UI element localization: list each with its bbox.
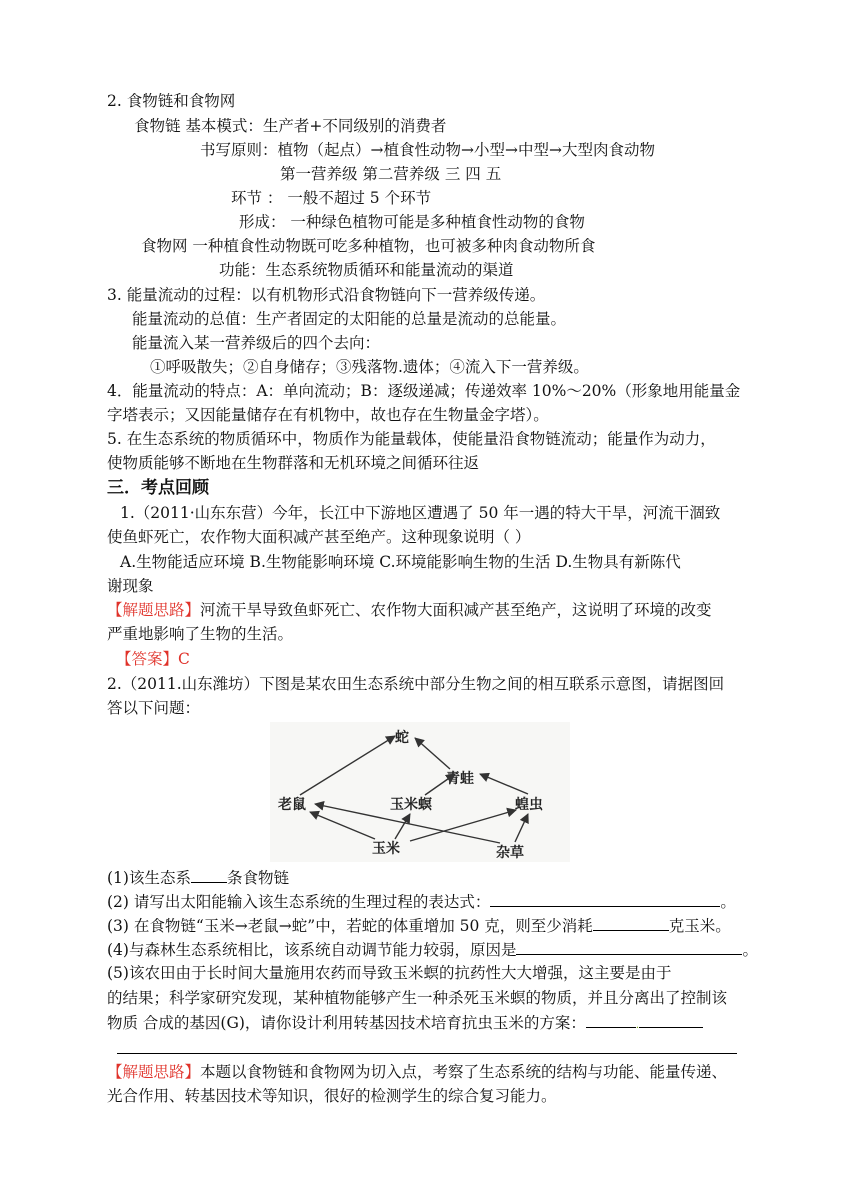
node-frog: 青蛙 <box>446 771 474 787</box>
arrow-weed-to-locust <box>515 814 528 842</box>
arrow-locust-to-frog <box>480 774 528 794</box>
green-dot: . <box>635 1020 640 1031</box>
section-3-line1: 3. 能量流动的过程：以有机物形式沿食物链向下一营养级传递。 <box>107 286 546 304</box>
node-corn-borer: 玉米螟 <box>390 797 432 813</box>
q2-part5-text: 物质 合成的基因(G)，请你设计利用转基因技术培育抗虫玉米的方案： <box>107 1014 586 1032</box>
answer-blank-5a[interactable] <box>586 1011 636 1028</box>
q2-part5-line1: (5)该农田由于长时间大量施用农药而导致玉米螟的抗药性大大增强，这主要是由于 <box>107 964 672 982</box>
q2-part4 <box>107 938 758 961</box>
q1-line2: 使鱼虾死亡，农作物大面积减产甚至绝产。这种现象说明（ ） <box>107 528 531 546</box>
section-3-line4: ①呼吸散失；②自身储存；③残落物.遗体；④流入下一营养级。 <box>150 358 589 376</box>
q2-analysis <box>107 1061 727 1083</box>
section-5-line1: 5. 在生态系统的物质循环中，物质作为能量载体，使能量沿食物链流动；能量作为动力， <box>107 430 716 448</box>
q1-analysis-line2: 严重地影响了生物的生活。 <box>107 625 294 643</box>
q2-part1 <box>107 866 289 889</box>
node-weed: 杂草 <box>496 845 524 861</box>
web-function: 功能：生态系统物质循环和能量流动的渠道 <box>219 261 514 279</box>
q2-part3-text-a: (3) 在食物链“玉米→老鼠→蛇”中，若蛇的体重增加 50 克，则至少消耗 <box>107 917 593 935</box>
q2-analysis-tag: 【解题思路】 <box>107 1063 201 1081</box>
arrow-corn-to-borer <box>395 814 410 839</box>
q1-options-line2: 谢现象 <box>107 577 154 595</box>
arrow-frog-to-snake <box>415 738 450 769</box>
trophic-levels: 第一营养级 第二营养级 三 四 五 <box>280 165 502 183</box>
arrow-mouse-to-snake <box>300 736 395 795</box>
node-snake: 蛇 <box>395 730 409 746</box>
node-corn: 玉米 <box>372 841 400 857</box>
node-locust: 蝗虫 <box>515 797 543 813</box>
answer-blank-2[interactable] <box>490 890 720 907</box>
answer-line[interactable] <box>117 1053 737 1054</box>
q2-part3 <box>107 914 731 937</box>
answer-value: C <box>178 650 190 668</box>
answer-blank-4[interactable] <box>516 938 742 955</box>
q2-part1-text-b: 条食物链 <box>226 869 289 887</box>
answer-blank-1[interactable] <box>191 866 227 883</box>
analysis-tag: 【解题思路】 <box>107 601 201 619</box>
q2-part2-end: 。 <box>720 893 736 911</box>
q2-part4-end: 。 <box>742 941 758 959</box>
review-heading: 三．考点回顾 <box>107 478 209 498</box>
section-3-line2: 能量流动的总值：生产者固定的太阳能的总量是流动的总能量。 <box>132 310 567 328</box>
section-3-line3: 能量流入某一营养级后的四个去向： <box>132 334 381 352</box>
q1-analysis-text: 河流干旱导致鱼虾死亡、农作物大面积减产甚至绝产，这说明了环境的改变 <box>200 601 712 619</box>
web-formation: 形成： 一种绿色植物可能是多种植食性动物的食物 <box>239 213 585 231</box>
q2-part5-line3 <box>107 1011 703 1037</box>
q2-part1-text-a: (1)该生态系 <box>107 869 191 887</box>
node-mouse: 老鼠 <box>278 797 306 813</box>
section-4-line2: 字塔表示；又因能量储存在有机物中，故也存在生物量金字塔）。 <box>107 406 549 424</box>
q2-part2 <box>107 890 736 913</box>
food-web-diagram <box>270 722 570 862</box>
q1-analysis <box>107 599 712 621</box>
q2-part2-text: (2) 请写出太阳能输入该生态系统的生理过程的表达式： <box>107 893 491 911</box>
writing-rule: 书写原则：植物（起点）→植食性动物→小型→中型→大型肉食动物 <box>200 141 655 159</box>
q2-part5-line2: 的结果；科学家研究发现，某种植物能够产生一种杀死玉米螟的物质，并且分离出了控制该 <box>107 989 728 1007</box>
q1-answer <box>116 648 190 670</box>
arrow-corn-to-mouse <box>310 812 375 839</box>
answer-blank-5b[interactable] <box>639 1011 703 1028</box>
q2-part4-text: (4)与森林生态系统相比，该系统自动调节能力较弱，原因是 <box>107 941 517 959</box>
q2-part3-text-b: 克玉米。 <box>668 917 731 935</box>
q2-analysis-text: 本题以食物链和食物网为切入点，考察了生态系统的结构与功能、能量传递、 <box>200 1063 728 1081</box>
q1-options-line1: A.生物能适应环境 B.生物能影响环境 C.环境能影响生物的生活 D.生物具有新陈代 <box>120 553 681 571</box>
section-4-line1: 4．能量流动的特点：A：单向流动；B：逐级递减；传递效率 10%～20%（形象地用能量金 <box>107 382 741 400</box>
q1-line1: 1.（2011·山东东营）今年，长江中下游地区遭遇了 50 年一遇的特大干旱，河流干涸致 <box>120 504 721 522</box>
answer-blank-3[interactable] <box>593 914 669 931</box>
section-5-line2: 使物质能够不断地在生物群落和无机环境之间循环往返 <box>107 454 480 472</box>
food-web-def: 食物网 一种植食性动物既可吃多种植物，也可被多种肉食动物所食 <box>141 237 596 255</box>
q2-line1: 2.（2011.山东潍坊）下图是某农田生态系统中部分生物之间的相互联系示意图，请据图回 <box>107 675 725 693</box>
q2-line2: 答以下问题： <box>107 699 201 717</box>
chain-links: 环节 ： 一般不超过 5 个环节 <box>231 189 432 207</box>
food-chain-pattern: 食物链 基本模式：生产者+不同级别的消费者 <box>134 117 447 135</box>
q2-analysis-line2: 光合作用、转基因技术等知识，很好的检测学生的综合复习能力。 <box>107 1087 557 1105</box>
answer-tag: 【答案】 <box>116 650 179 668</box>
arrow-corn-to-locust <box>410 810 516 841</box>
section-2-title: 2. 食物链和食物网 <box>107 92 236 110</box>
